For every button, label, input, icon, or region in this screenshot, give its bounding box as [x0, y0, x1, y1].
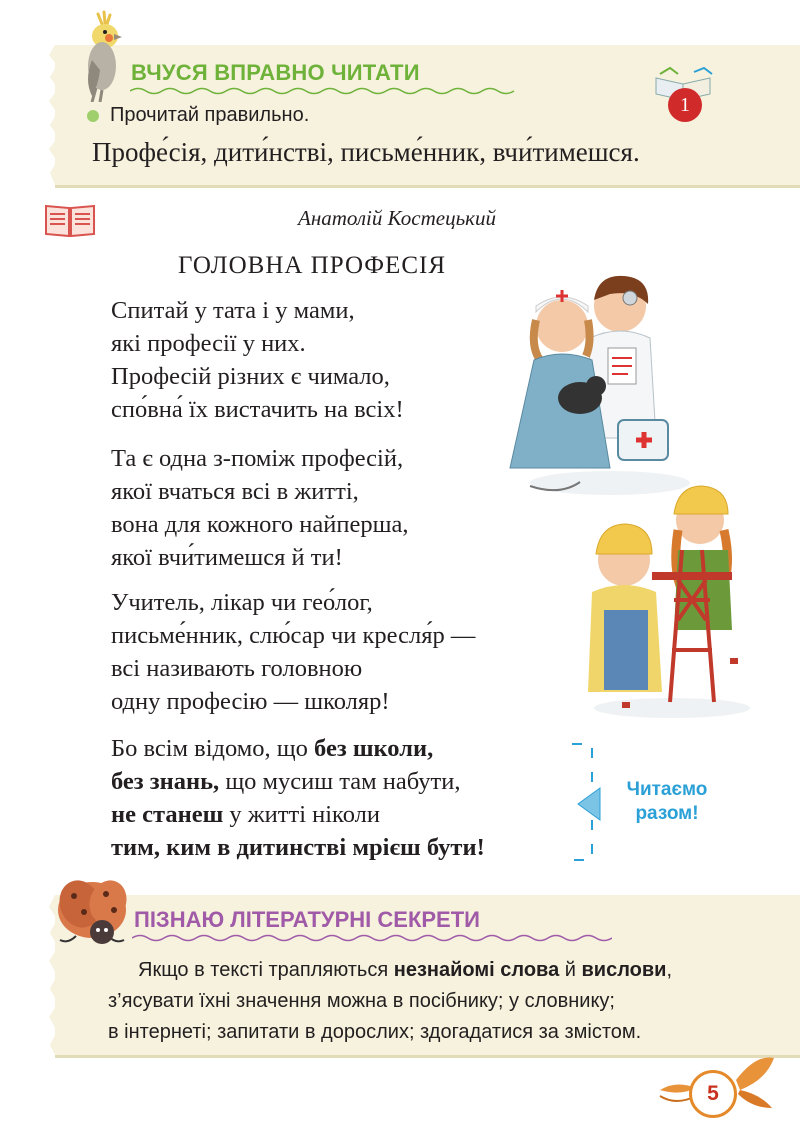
poem-line: всі називають головною	[111, 655, 363, 682]
bullet-dot-icon	[87, 110, 99, 122]
read-together-bracket	[568, 740, 604, 864]
poem-line: Професій різних є чимало,	[111, 363, 390, 390]
secrets-section-title: ПІЗНАЮ ЛІТЕРАТУРНІ СЕКРЕТИ	[134, 907, 480, 932]
poem-line: вона для кожного найперша,	[111, 511, 409, 538]
poem-line	[111, 732, 485, 765]
poem-line	[111, 798, 485, 831]
book-icon	[44, 202, 96, 238]
builder-children-illustration	[582, 480, 752, 722]
poem-stanza-4	[111, 732, 485, 864]
poem-line: якої вчаться всі в житті,	[111, 478, 359, 505]
secrets-bold-part: вислови	[581, 959, 667, 981]
poem-line: Спитай у тата і у мами,	[111, 297, 355, 324]
poem-bold-text: без знань,	[111, 768, 220, 795]
poem-bold-text: не станеш	[111, 801, 224, 828]
poem-line: які професії у них.	[111, 330, 306, 357]
bird-illustration	[78, 10, 130, 102]
ladybug-illustration	[50, 870, 134, 946]
doctor-children-illustration	[500, 268, 690, 500]
poem-bold-text: тим, ким в дитинстві мрієш бути!	[111, 834, 485, 861]
poem-text: що мусиш там набути,	[219, 768, 461, 795]
poem-line: Та є одна з-поміж професій,	[111, 445, 404, 472]
reading-words: Профе́сія, дити́нстві, письме́нник, вчи́тимешся.	[92, 137, 640, 167]
title-wavy-underline	[132, 933, 612, 943]
poem-line: одну професію — школяр!	[111, 688, 390, 715]
secrets-line: з’ясувати їхні значення можна в посібнику; у словнику;	[108, 990, 615, 1012]
poem-stanza-2	[111, 442, 408, 574]
secrets-line	[108, 955, 672, 986]
secrets-bold-part: незнайомі слова	[393, 959, 560, 981]
poem-author: Анатолій Костецький	[298, 206, 496, 230]
poem-line: якої вчи́тимешся й ти!	[111, 544, 343, 571]
exercise-number-badge: 1	[668, 88, 702, 122]
poem-stanza-1	[111, 294, 404, 426]
page-number: 5	[689, 1070, 737, 1118]
secrets-text-part: Якщо в тексті трапляються	[138, 959, 394, 981]
paper-edge-decoration	[45, 45, 65, 185]
read-together-line: Читаємо	[626, 779, 708, 800]
poem-title: ГОЛОВНА ПРОФЕСІЯ	[178, 252, 447, 279]
poem-line: письме́нник, слю́сар чи кресля́р —	[111, 622, 476, 649]
read-together-label	[612, 778, 722, 826]
reading-section-title: ВЧУСЯ ВПРАВНО ЧИТАТИ	[131, 60, 420, 85]
poem-stanza-3	[111, 586, 475, 718]
reading-instruction: Прочитай правильно.	[110, 104, 310, 126]
poem-line: Учитель, лікар чи гео́лог,	[111, 589, 373, 616]
secrets-text-part: й	[559, 959, 582, 981]
poem-line	[111, 831, 485, 864]
poem-text: у житті ніколи	[223, 801, 380, 828]
secrets-text	[108, 955, 672, 1048]
poem-bold-text: без школи,	[314, 735, 434, 762]
secrets-line: в інтернеті; запитати в дорослих; здогадатися за змістом.	[108, 1021, 642, 1043]
poem-line	[111, 765, 485, 798]
read-together-line: разом!	[635, 803, 699, 824]
poem-line: спо́вна́ їх вистачить на всіх!	[111, 396, 404, 423]
poem-text: Бо всім відомо, що	[111, 735, 315, 762]
title-wavy-underline	[130, 86, 520, 96]
secrets-text-part: ,	[666, 959, 673, 981]
